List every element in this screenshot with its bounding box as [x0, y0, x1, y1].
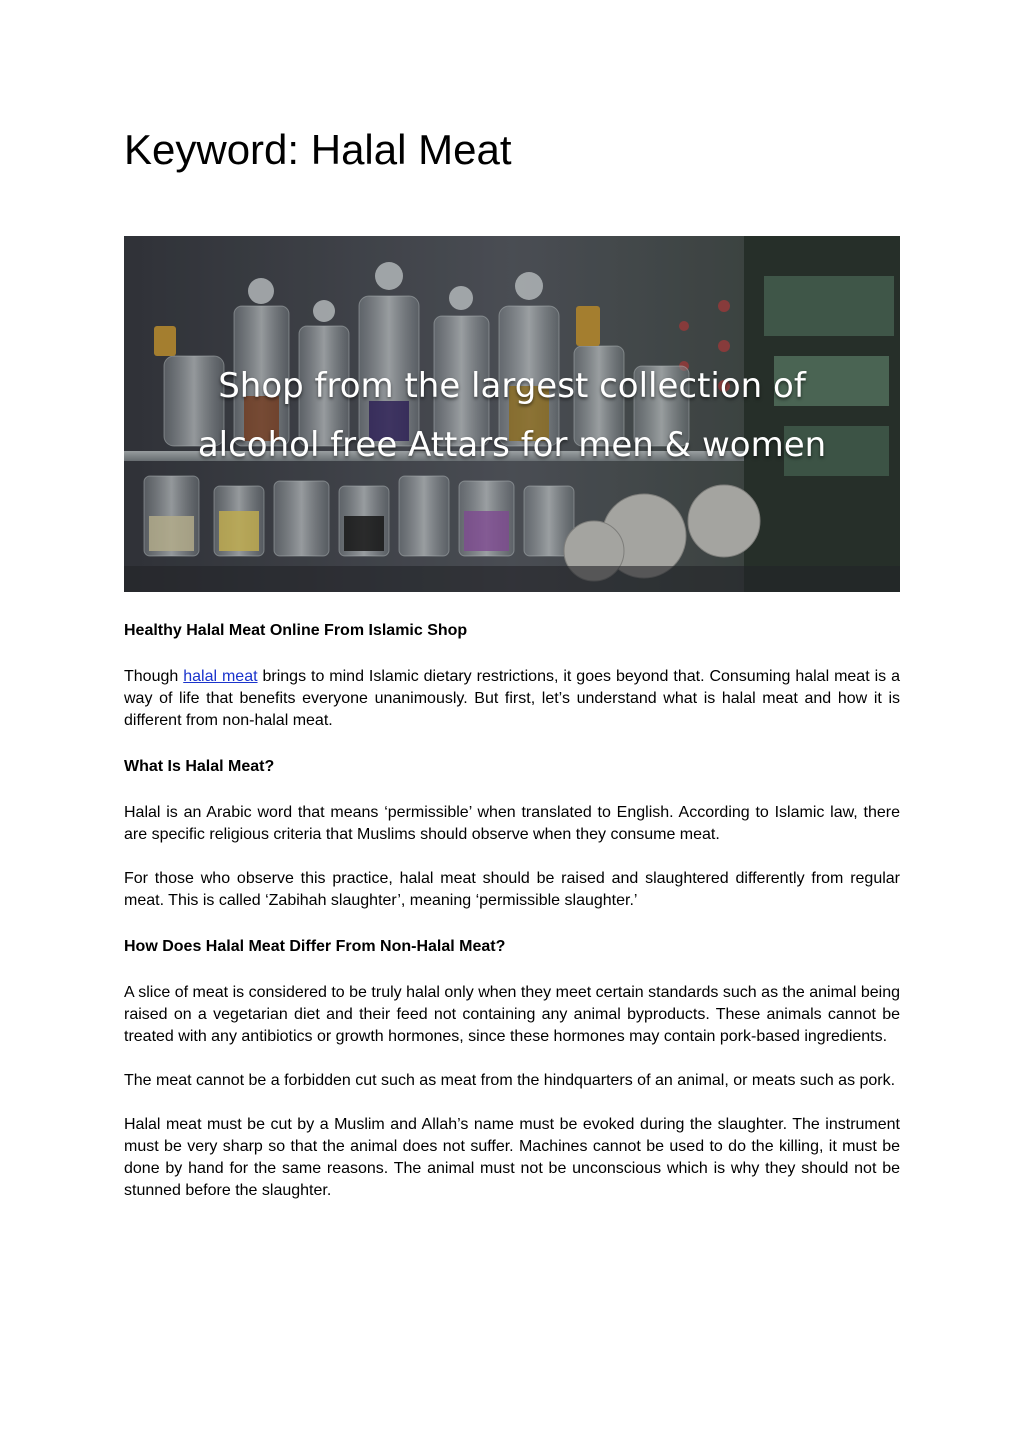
page-title: Keyword: Halal Meat [124, 126, 512, 173]
banner-image [124, 236, 900, 592]
perfume-bottles-illustration [124, 236, 900, 592]
slaughter-paragraph: Halal meat must be cut by a Muslim and Allah’s name must be evoked during the slaughter. The instrument must be very sharp so that the animal does not suffer. Machines cannot be used to do the killing, it must be done by hand for the same reasons. The animal must not be unconscious which is why they should not be stunned before the slaughter. [124, 1116, 900, 1199]
section-heading-what-is-halal-meat: What Is Halal Meat? [124, 758, 275, 775]
standards-paragraph: A slice of meat is considered to be truly halal only when they meet certain standards such as the animal being raised on a vegetarian diet and their feed not containing any animal byproducts. These animals cannot be treated with any antibiotics or growth hormones, since these hormones may contain pork-based ingredients. [124, 984, 900, 1045]
section-heading-how-does-halal-differ: How Does Halal Meat Differ From Non-Halal Meat? [124, 938, 506, 955]
definition-paragraph: Halal is an Arabic word that means ‘permissible’ when translated to English. According to Islamic law, there are specific religious criteria that Muslims should observe when they consume meat. [124, 804, 900, 843]
forbidden-cut-paragraph: The meat cannot be a forbidden cut such as meat from the hindquarters of an animal, or meats such as pork. [124, 1072, 896, 1089]
zabihah-paragraph: For those who observe this practice, halal meat should be raised and slaughtered differently from regular meat. This is called ‘Zabihah slaughter’, meaning ‘permissible slaughter.’ [124, 870, 900, 909]
intro-text-before: Though [124, 668, 184, 685]
banner-headline-line1: Shop from the largest collection of [218, 366, 806, 406]
intro-paragraph [124, 666, 900, 732]
intro-text-after: brings to mind Islamic dietary restrictions, it goes beyond that. Consuming halal meat is a way of life that benefits everyone unanimously. But first, let’s understand what is halal meat and how it is different from non-halal meat. [124, 668, 900, 729]
section-heading-healthy-halal-meat: Healthy Halal Meat Online From Islamic Shop [124, 622, 468, 639]
banner-headline-line2: alcohol free Attars for men & women [197, 425, 827, 465]
article-body [124, 620, 900, 1202]
halal-meat-link[interactable]: halal meat [183, 668, 258, 685]
